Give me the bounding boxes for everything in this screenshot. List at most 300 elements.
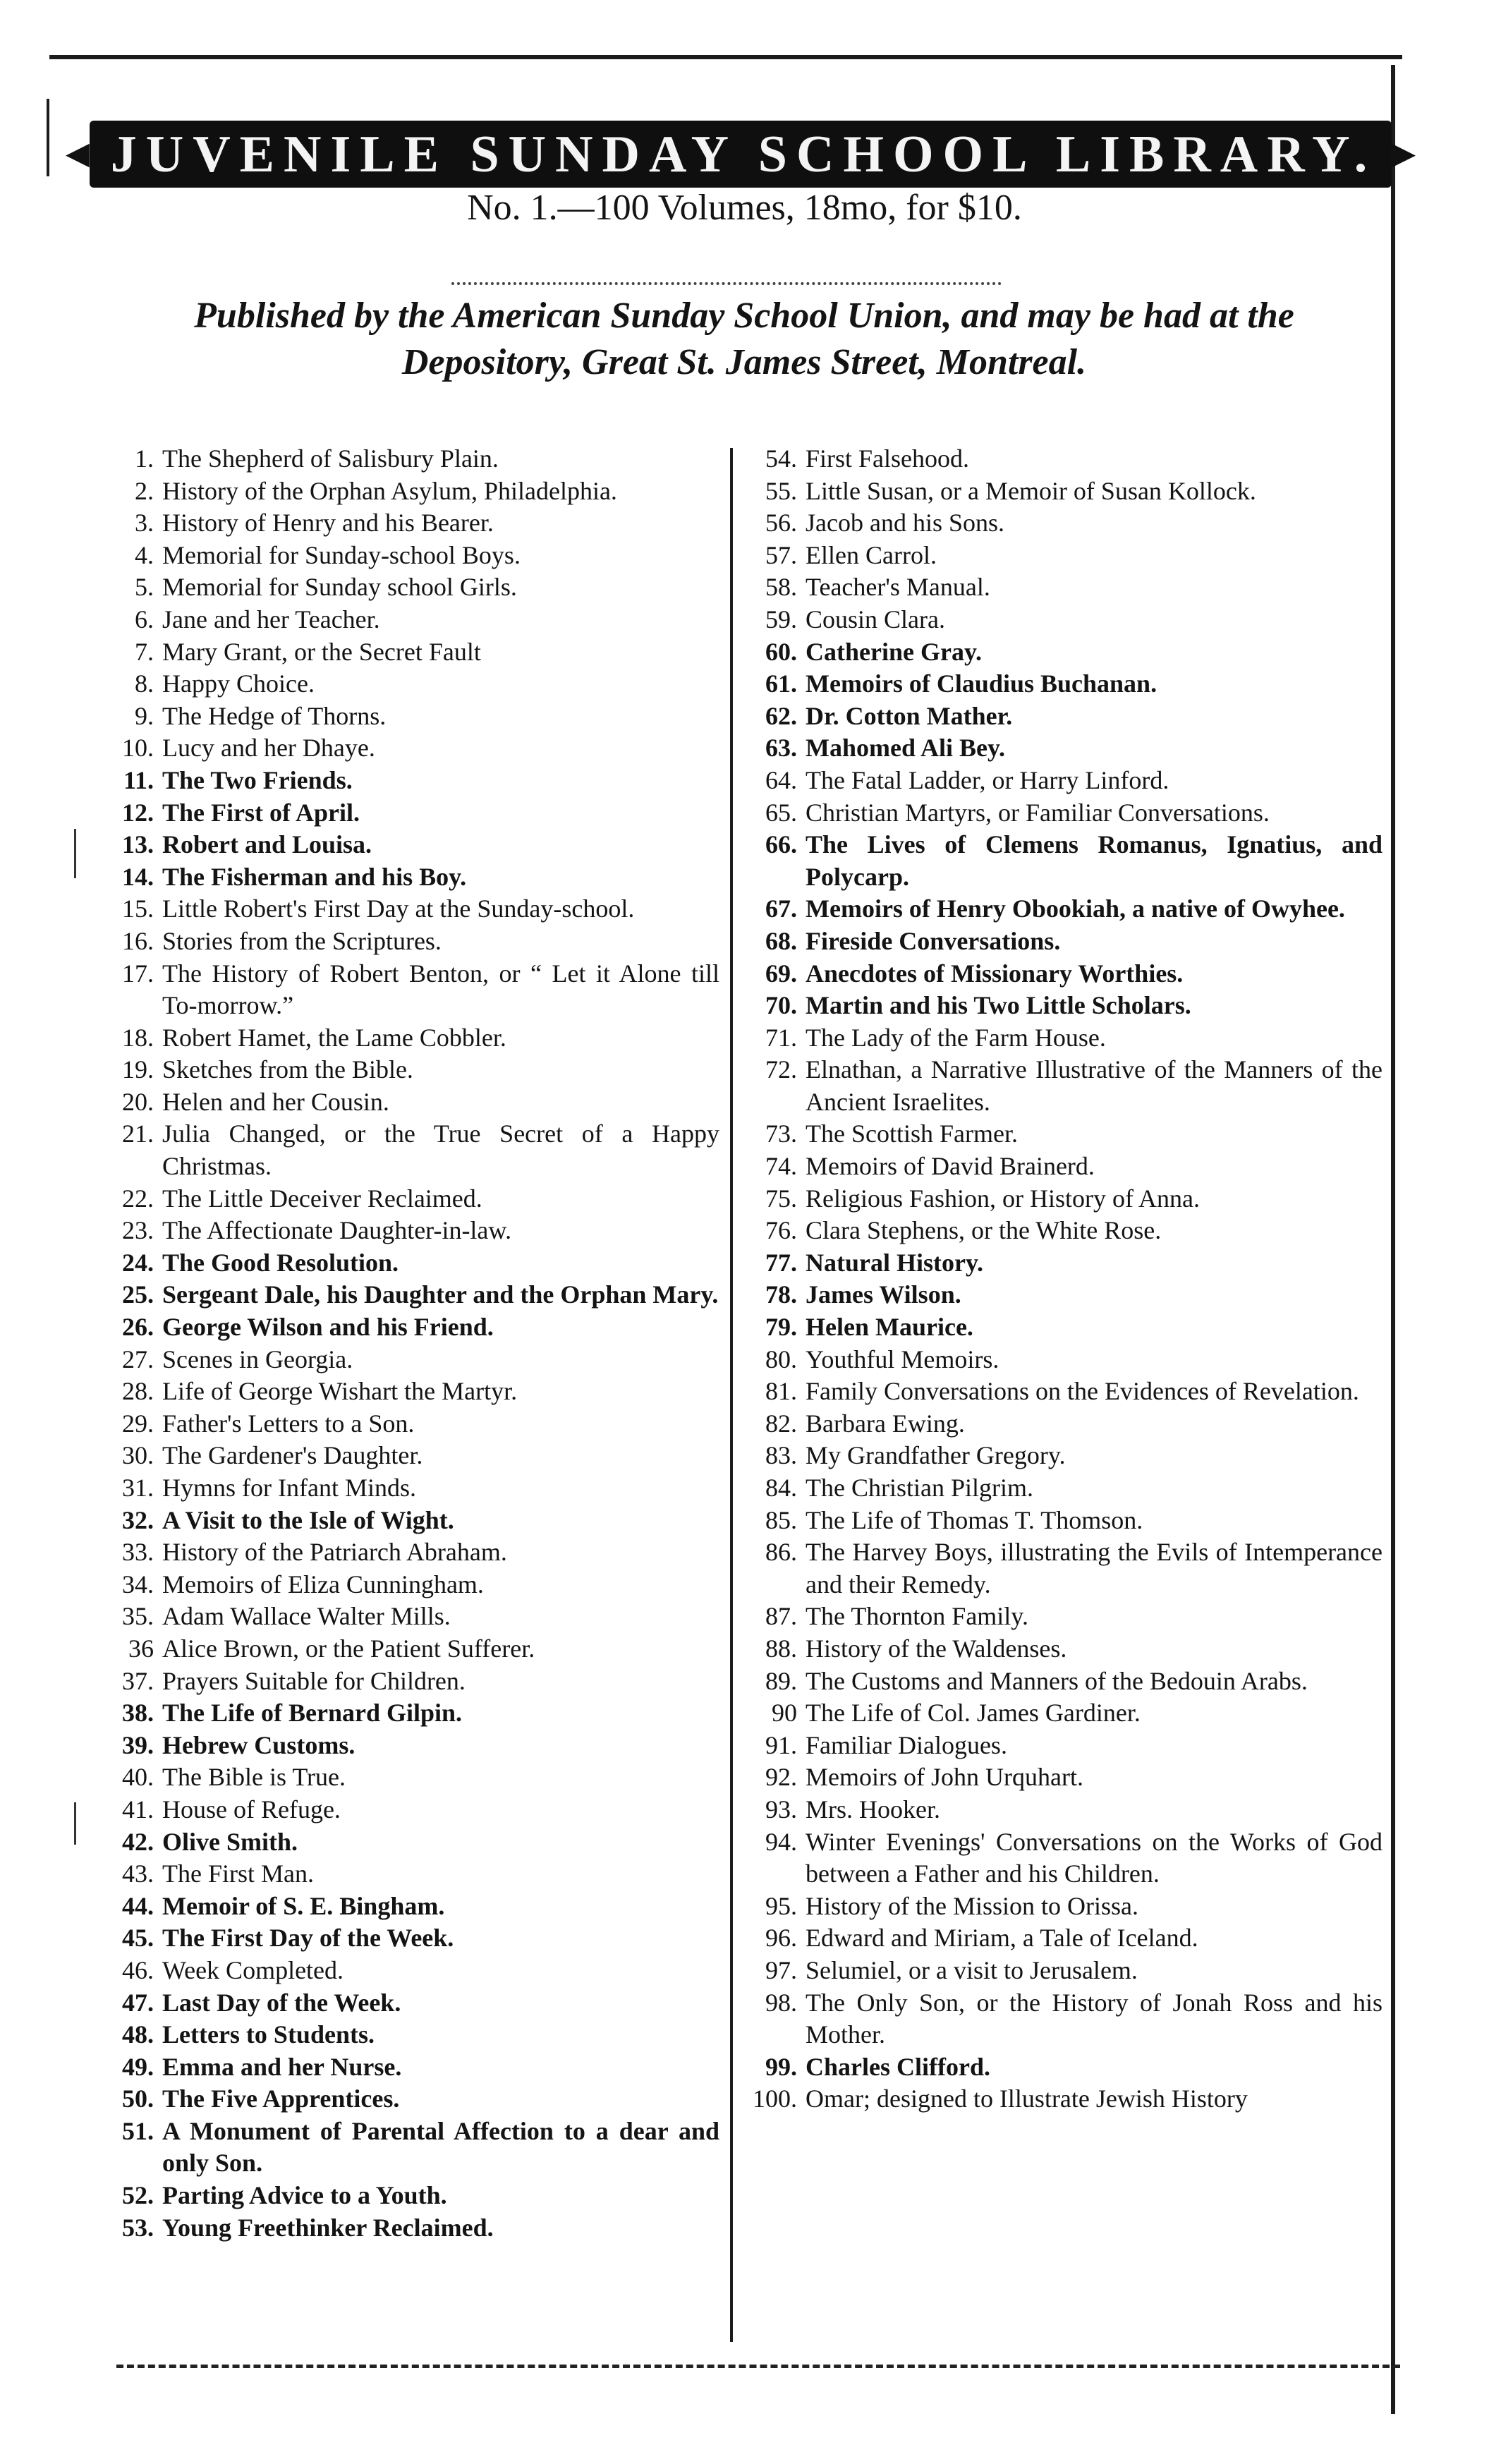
volume-number: 98. bbox=[765, 1988, 797, 2017]
volume-title: Robert and Louisa. bbox=[162, 830, 372, 859]
volume-number: 41. bbox=[122, 1795, 154, 1823]
list-item bbox=[741, 1344, 1382, 1376]
list-item bbox=[106, 1761, 719, 1794]
volume-number: 58. bbox=[765, 573, 797, 602]
list-item bbox=[741, 732, 1382, 765]
list-item bbox=[741, 1536, 1382, 1601]
list-item bbox=[741, 829, 1382, 893]
volume-number: 6. bbox=[135, 605, 154, 633]
volume-title: Olive Smith. bbox=[162, 1827, 298, 1856]
volume-number: 29. bbox=[122, 1409, 154, 1438]
volume-title: Jacob and his Sons. bbox=[806, 509, 1004, 538]
volume-number: 9. bbox=[135, 701, 154, 730]
volume-number: 47. bbox=[122, 1988, 154, 2017]
volume-number: 99. bbox=[765, 2052, 797, 2081]
volume-number: 30. bbox=[122, 1441, 154, 1470]
list-item bbox=[741, 1054, 1382, 1118]
volume-title: The Fatal Ladder, or Harry Linford. bbox=[806, 765, 1169, 794]
decorative-divider bbox=[451, 282, 1002, 289]
column-divider bbox=[730, 448, 733, 2342]
volume-number: 14. bbox=[122, 862, 154, 891]
volume-number: 76. bbox=[765, 1216, 797, 1245]
volume-title: The Fisherman and his Boy. bbox=[162, 862, 467, 891]
list-item bbox=[741, 797, 1382, 830]
list-item bbox=[741, 540, 1382, 572]
list-item bbox=[741, 1665, 1382, 1698]
volume-number: 25. bbox=[122, 1280, 154, 1309]
list-item bbox=[106, 861, 719, 894]
list-item bbox=[106, 1922, 719, 1955]
list-item bbox=[106, 2051, 719, 2084]
list-item bbox=[106, 1536, 719, 1569]
volume-number: 75. bbox=[765, 1184, 797, 1213]
volume-title: Last Day of the Week. bbox=[162, 1988, 401, 2017]
list-item bbox=[106, 1247, 719, 1280]
volume-number: 32. bbox=[122, 1505, 154, 1534]
list-item bbox=[106, 958, 719, 1022]
list-item bbox=[106, 1601, 719, 1633]
volume-number: 61. bbox=[765, 669, 797, 698]
volume-number: 35. bbox=[122, 1602, 154, 1631]
volume-number: 28. bbox=[122, 1377, 154, 1406]
list-item bbox=[106, 1054, 719, 1086]
volume-number: 38. bbox=[122, 1699, 154, 1728]
volume-title: Natural History. bbox=[806, 1248, 983, 1277]
volume-title: Prayers Suitable for Children. bbox=[162, 1666, 466, 1695]
volume-title: First Falsehood. bbox=[806, 444, 970, 473]
volume-title: Teacher's Manual. bbox=[806, 573, 990, 602]
volume-number: 90 bbox=[772, 1699, 797, 1728]
list-item bbox=[106, 700, 719, 733]
list-item bbox=[741, 2083, 1382, 2116]
volume-title: Edward and Miriam, a Tale of Iceland. bbox=[806, 1924, 1198, 1953]
volume-number: 92. bbox=[765, 1763, 797, 1792]
list-item bbox=[106, 1826, 719, 1859]
volume-title: Charles Clifford. bbox=[806, 2052, 990, 2081]
volume-number: 54. bbox=[765, 444, 797, 473]
volume-number: 74. bbox=[765, 1152, 797, 1181]
volume-title: Sketches from the Bible. bbox=[162, 1055, 413, 1084]
volume-number: 15. bbox=[122, 894, 154, 923]
volume-number: 53. bbox=[122, 2213, 154, 2242]
volume-title: Jane and her Teacher. bbox=[162, 605, 380, 633]
volume-number: 50. bbox=[122, 2084, 154, 2113]
library-title: JUVENILE SUNDAY SCHOOL LIBRARY. bbox=[90, 121, 1392, 188]
volume-number: 86. bbox=[765, 1538, 797, 1567]
volume-number: 2. bbox=[135, 476, 154, 505]
volume-number: 49. bbox=[122, 2052, 154, 2081]
list-item bbox=[741, 925, 1382, 958]
volume-title: The Little Deceiver Reclaimed. bbox=[162, 1184, 482, 1213]
volume-title: Stories from the Scriptures. bbox=[162, 926, 442, 955]
volume-title: Father's Letters to a Son. bbox=[162, 1409, 415, 1438]
volume-number: 18. bbox=[122, 1023, 154, 1052]
volume-title: George Wilson and his Friend. bbox=[162, 1313, 494, 1342]
list-item bbox=[741, 1633, 1382, 1665]
volume-title: Life of George Wishart the Martyr. bbox=[162, 1377, 518, 1406]
volume-title: The Scottish Farmer. bbox=[806, 1119, 1018, 1148]
volume-title: History of the Mission to Orissa. bbox=[806, 1891, 1138, 1920]
volume-title: Selumiel, or a visit to Jerusalem. bbox=[806, 1955, 1138, 1984]
volume-title: Adam Wallace Walter Mills. bbox=[162, 1602, 451, 1631]
volume-number: 8. bbox=[135, 669, 154, 698]
volume-title: Mary Grant, or the Secret Fault bbox=[162, 637, 481, 666]
volume-number: 42. bbox=[122, 1827, 154, 1856]
volume-number: 51. bbox=[122, 2116, 154, 2145]
volume-number: 48. bbox=[122, 2020, 154, 2049]
list-item bbox=[741, 1311, 1382, 1344]
volume-number: 80. bbox=[765, 1345, 797, 1373]
list-item bbox=[741, 571, 1382, 604]
volume-number: 81. bbox=[765, 1377, 797, 1406]
volume-number: 37. bbox=[122, 1666, 154, 1695]
volume-number: 10. bbox=[122, 734, 154, 763]
volume-title: Letters to Students. bbox=[162, 2020, 375, 2049]
volume-number: 91. bbox=[765, 1730, 797, 1759]
volume-number: 44. bbox=[122, 1891, 154, 1920]
volume-title: The First Man. bbox=[162, 1859, 314, 1888]
volume-title: History of Henry and his Bearer. bbox=[162, 509, 494, 538]
volume-title: Memorial for Sunday school Girls. bbox=[162, 573, 517, 602]
list-item bbox=[741, 1761, 1382, 1794]
volume-number: 52. bbox=[122, 2181, 154, 2210]
volume-number: 21. bbox=[122, 1119, 154, 1148]
volume-title: The Life of Bernard Gilpin. bbox=[162, 1699, 463, 1728]
volume-title: Elnathan, a Narrative Illustrative of the Manners of the Ancient Israelites. bbox=[806, 1055, 1382, 1116]
volume-number: 93. bbox=[765, 1795, 797, 1823]
list-item bbox=[106, 1022, 719, 1055]
volume-title: Clara Stephens, or the White Rose. bbox=[806, 1216, 1162, 1245]
list-item bbox=[106, 1344, 719, 1376]
volume-title: The Thornton Family. bbox=[806, 1602, 1028, 1631]
right-border-rule bbox=[1391, 65, 1395, 2414]
volume-title: Memoirs of John Urquhart. bbox=[806, 1763, 1083, 1792]
list-item bbox=[106, 1858, 719, 1891]
volume-number: 5. bbox=[135, 573, 154, 602]
volume-number: 68. bbox=[765, 926, 797, 955]
list-item bbox=[106, 1730, 719, 1762]
volume-number: 11. bbox=[123, 765, 154, 794]
list-item bbox=[741, 507, 1382, 540]
volume-title: Ellen Carrol. bbox=[806, 540, 937, 569]
volume-title: The History of Robert Benton, or “ Let it Alone till To-morrow.” bbox=[162, 959, 719, 1020]
volume-title: Memoir of S. E. Bingham. bbox=[162, 1891, 445, 1920]
volume-title: The First Day of the Week. bbox=[162, 1924, 454, 1953]
list-item bbox=[741, 443, 1382, 475]
list-item bbox=[741, 1505, 1382, 1537]
volume-number: 69. bbox=[765, 959, 797, 988]
volume-title: Mrs. Hooker. bbox=[806, 1795, 940, 1823]
volume-title: The Lady of the Farm House. bbox=[806, 1023, 1106, 1052]
volume-title: The Only Son, or the History of Jonah Ross and his Mother. bbox=[806, 1988, 1382, 2049]
volume-title: The Bible is True. bbox=[162, 1763, 346, 1792]
list-item bbox=[106, 1183, 719, 1215]
list-item bbox=[741, 1215, 1382, 1247]
volume-number: 4. bbox=[135, 540, 154, 569]
list-item bbox=[106, 1215, 719, 1247]
volume-number: 7. bbox=[135, 637, 154, 666]
volume-title: Helen Maurice. bbox=[806, 1313, 973, 1342]
list-item bbox=[106, 507, 719, 540]
list-item bbox=[741, 893, 1382, 925]
volume-title: The Five Apprentices. bbox=[162, 2084, 400, 2113]
volume-title: Memoirs of David Brainerd. bbox=[806, 1152, 1095, 1181]
volume-subtitle: No. 1.—100 Volumes, 18mo, for $10. bbox=[467, 188, 1022, 228]
list-item bbox=[741, 1408, 1382, 1440]
list-item bbox=[741, 700, 1382, 733]
volume-number: 100. bbox=[753, 2084, 797, 2113]
volume-title: Helen and her Cousin. bbox=[162, 1087, 389, 1116]
volume-number: 73. bbox=[765, 1119, 797, 1148]
volume-number: 59. bbox=[765, 605, 797, 633]
list-item bbox=[106, 925, 719, 958]
list-item bbox=[741, 1247, 1382, 1280]
volume-number: 66. bbox=[765, 830, 797, 859]
list-item bbox=[106, 1987, 719, 2020]
volume-number: 36 bbox=[128, 1634, 154, 1663]
list-item bbox=[106, 668, 719, 700]
volume-number: 97. bbox=[765, 1955, 797, 1984]
list-item bbox=[741, 668, 1382, 700]
title-banner bbox=[65, 119, 1416, 189]
list-item bbox=[741, 1472, 1382, 1505]
top-rule bbox=[49, 55, 1402, 59]
volume-number: 1. bbox=[135, 444, 154, 473]
volume-title: Lucy and her Dhaye. bbox=[162, 734, 375, 763]
list-item bbox=[741, 2051, 1382, 2084]
volume-title: Omar; designed to Illustrate Jewish History bbox=[806, 2084, 1248, 2113]
list-item bbox=[741, 1151, 1382, 1183]
volume-title: Familiar Dialogues. bbox=[806, 1730, 1007, 1759]
volume-title: The Good Resolution. bbox=[162, 1248, 399, 1277]
volume-title: Youthful Memoirs. bbox=[806, 1345, 999, 1373]
volume-title: The Customs and Manners of the Bedouin Arabs. bbox=[806, 1666, 1308, 1695]
volume-number: 23. bbox=[122, 1216, 154, 1245]
volume-number: 22. bbox=[122, 1184, 154, 1213]
list-item bbox=[741, 1730, 1382, 1762]
list-item bbox=[106, 1569, 719, 1601]
volume-number: 94. bbox=[765, 1827, 797, 1856]
volume-title: Christian Martyrs, or Familiar Conversations. bbox=[806, 798, 1270, 827]
volume-number: 83. bbox=[765, 1441, 797, 1470]
volume-number: 40. bbox=[122, 1763, 154, 1792]
volume-number: 85. bbox=[765, 1505, 797, 1534]
list-item bbox=[106, 1794, 719, 1826]
list-item bbox=[106, 1891, 719, 1923]
volume-title: Week Completed. bbox=[162, 1955, 344, 1984]
volume-number: 12. bbox=[122, 798, 154, 827]
list-item bbox=[741, 1987, 1382, 2051]
list-item bbox=[741, 636, 1382, 669]
bottom-rule bbox=[116, 2365, 1400, 2372]
list-item bbox=[106, 765, 719, 797]
volume-number: 26. bbox=[122, 1313, 154, 1342]
margin-mark bbox=[74, 829, 76, 878]
volume-title: Catherine Gray. bbox=[806, 637, 982, 666]
list-item bbox=[106, 604, 719, 636]
volume-number: 77. bbox=[765, 1248, 797, 1277]
volume-title: History of the Waldenses. bbox=[806, 1634, 1067, 1663]
volume-title: Family Conversations on the Evidences of Revelation. bbox=[806, 1377, 1359, 1406]
volume-number: 79. bbox=[765, 1313, 797, 1342]
list-item bbox=[106, 1086, 719, 1119]
list-item bbox=[741, 1279, 1382, 1311]
volume-number: 67. bbox=[765, 894, 797, 923]
left-ornament-icon: ◀ bbox=[65, 135, 90, 171]
volume-number: 16. bbox=[122, 926, 154, 955]
volume-title: Anecdotes of Missionary Worthies. bbox=[806, 959, 1184, 988]
list-item bbox=[106, 829, 719, 861]
volume-title: Memorial for Sunday-school Boys. bbox=[162, 540, 521, 569]
volume-title: House of Refuge. bbox=[162, 1795, 341, 1823]
volume-number: 72. bbox=[765, 1055, 797, 1084]
volume-title: My Grandfather Gregory. bbox=[806, 1441, 1066, 1470]
list-item bbox=[106, 1440, 719, 1472]
list-item bbox=[106, 2212, 719, 2245]
list-item bbox=[741, 1183, 1382, 1215]
volume-number: 82. bbox=[765, 1409, 797, 1438]
volume-title: The Shepherd of Salisbury Plain. bbox=[162, 444, 499, 473]
volume-title: The Life of Col. James Gardiner. bbox=[806, 1699, 1141, 1728]
volume-title: Sergeant Dale, his Daughter and the Orphan Mary. bbox=[162, 1280, 719, 1309]
volume-title: Cousin Clara. bbox=[806, 605, 945, 633]
volume-title: Alice Brown, or the Patient Sufferer. bbox=[162, 1634, 535, 1663]
volume-number: 13. bbox=[122, 830, 154, 859]
list-item bbox=[741, 1794, 1382, 1826]
volume-title: Memoirs of Henry Obookiah, a native of Owyhee. bbox=[806, 894, 1345, 923]
volume-number: 34. bbox=[122, 1570, 154, 1598]
list-item bbox=[106, 475, 719, 508]
volume-title: The Life of Thomas T. Thomson. bbox=[806, 1505, 1143, 1534]
volume-number: 88. bbox=[765, 1634, 797, 1663]
volume-number: 89. bbox=[765, 1666, 797, 1695]
list-item bbox=[106, 2180, 719, 2212]
volume-number: 56. bbox=[765, 509, 797, 538]
volume-title: Religious Fashion, or History of Anna. bbox=[806, 1184, 1200, 1213]
right-ornament-icon: ▶ bbox=[1392, 135, 1416, 171]
volume-title: Little Robert's First Day at the Sunday-school. bbox=[162, 894, 635, 923]
volume-number: 95. bbox=[765, 1891, 797, 1920]
publisher-note: Published by the American Sunday School Union, and may be had at the Depository, Great St. James Street, Montreal. bbox=[194, 296, 1294, 382]
volume-title: The Harvey Boys, illustrating the Evils of Intemperance and their Remedy. bbox=[806, 1538, 1382, 1598]
volume-number: 46. bbox=[122, 1955, 154, 1984]
list-item bbox=[741, 1601, 1382, 1633]
list-item bbox=[106, 1697, 719, 1730]
list-item bbox=[741, 1118, 1382, 1151]
volume-title: Hebrew Customs. bbox=[162, 1730, 355, 1759]
list-item bbox=[106, 443, 719, 475]
volume-title: James Wilson. bbox=[806, 1280, 961, 1309]
volume-number: 43. bbox=[122, 1859, 154, 1888]
volume-title: The Hedge of Thorns. bbox=[162, 701, 387, 730]
list-item bbox=[741, 604, 1382, 636]
volume-title: Memoirs of Claudius Buchanan. bbox=[806, 669, 1157, 698]
left-column bbox=[106, 443, 719, 2244]
volume-number: 57. bbox=[765, 540, 797, 569]
right-column bbox=[741, 443, 1382, 2116]
list-item bbox=[106, 1665, 719, 1698]
volume-number: 17. bbox=[122, 959, 154, 988]
list-item bbox=[106, 1376, 719, 1408]
volume-number: 62. bbox=[765, 701, 797, 730]
list-item bbox=[741, 1440, 1382, 1472]
volume-title: The Lives of Clemens Romanus, Ignatius, and Polycarp. bbox=[806, 830, 1382, 891]
volume-title: Memoirs of Eliza Cunningham. bbox=[162, 1570, 484, 1598]
volume-number: 87. bbox=[765, 1602, 797, 1631]
volume-title: The Christian Pilgrim. bbox=[806, 1474, 1033, 1502]
volume-number: 84. bbox=[765, 1474, 797, 1502]
list-item bbox=[741, 765, 1382, 797]
volume-title: The Gardener's Daughter. bbox=[162, 1441, 423, 1470]
list-item bbox=[106, 2083, 719, 2116]
volume-number: 20. bbox=[122, 1087, 154, 1116]
list-item bbox=[106, 571, 719, 604]
left-margin-mark bbox=[47, 99, 49, 176]
volume-title: History of the Patriarch Abraham. bbox=[162, 1538, 507, 1567]
volume-title: The First of April. bbox=[162, 798, 360, 827]
volume-title: The Affectionate Daughter-in-law. bbox=[162, 1216, 512, 1245]
list-item bbox=[106, 797, 719, 830]
volume-number: 19. bbox=[122, 1055, 154, 1084]
volume-number: 33. bbox=[122, 1538, 154, 1567]
volume-number: 64. bbox=[765, 765, 797, 794]
volume-title: Little Susan, or a Memoir of Susan Kollock. bbox=[806, 476, 1256, 505]
list-item bbox=[741, 1922, 1382, 1955]
list-item bbox=[106, 1505, 719, 1537]
list-item bbox=[741, 1891, 1382, 1923]
volume-title: A Monument of Parental Affection to a dear and only Son. bbox=[162, 2116, 719, 2178]
volume-title: Parting Advice to a Youth. bbox=[162, 2181, 447, 2210]
volume-number: 71. bbox=[765, 1023, 797, 1052]
volume-title: Martin and his Two Little Scholars. bbox=[806, 991, 1191, 1020]
volume-title: Barbara Ewing. bbox=[806, 1409, 965, 1438]
list-item bbox=[741, 1955, 1382, 1987]
list-item bbox=[106, 636, 719, 669]
list-item bbox=[106, 893, 719, 925]
list-item bbox=[106, 1408, 719, 1440]
list-item bbox=[106, 2116, 719, 2180]
list-item bbox=[741, 1697, 1382, 1730]
list-item bbox=[106, 1279, 719, 1311]
volume-number: 24. bbox=[122, 1248, 154, 1277]
volume-title: The Two Friends. bbox=[162, 765, 353, 794]
list-item bbox=[741, 475, 1382, 508]
volume-number: 39. bbox=[122, 1730, 154, 1759]
volume-title: Mahomed Ali Bey. bbox=[806, 734, 1006, 763]
volume-title: Fireside Conversations. bbox=[806, 926, 1061, 955]
volume-number: 65. bbox=[765, 798, 797, 827]
volume-title: Dr. Cotton Mather. bbox=[806, 701, 1013, 730]
list-item bbox=[106, 1472, 719, 1505]
list-item bbox=[106, 1118, 719, 1182]
volume-title: Young Freethinker Reclaimed. bbox=[162, 2213, 494, 2242]
volume-title: Emma and her Nurse. bbox=[162, 2052, 402, 2081]
list-item bbox=[741, 1376, 1382, 1408]
list-item bbox=[106, 1633, 719, 1665]
list-item bbox=[106, 1955, 719, 1987]
volume-number: 78. bbox=[765, 1280, 797, 1309]
list-item bbox=[106, 1311, 719, 1344]
volume-number: 96. bbox=[765, 1924, 797, 1953]
list-item bbox=[106, 2019, 719, 2051]
list-item bbox=[741, 990, 1382, 1022]
list-item bbox=[106, 540, 719, 572]
volume-title: Hymns for Infant Minds. bbox=[162, 1474, 416, 1502]
volume-number: 27. bbox=[122, 1345, 154, 1373]
list-item bbox=[741, 958, 1382, 990]
volume-title: Happy Choice. bbox=[162, 669, 315, 698]
volume-title: Winter Evenings' Conversations on the Works of God between a Father and his Children. bbox=[806, 1827, 1382, 1888]
